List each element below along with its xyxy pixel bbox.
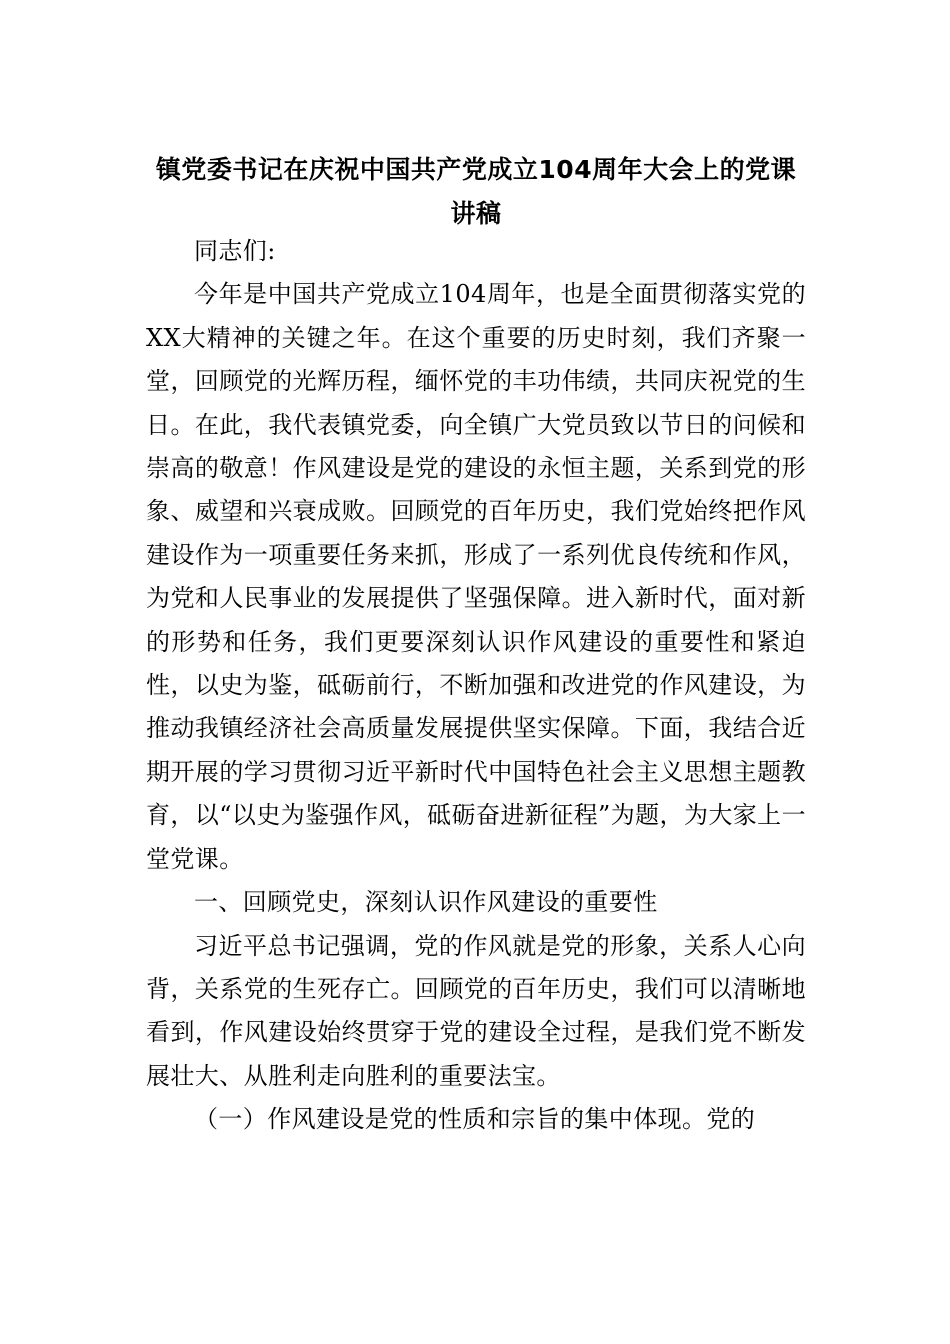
section-heading-1: 一、回顾党史，深刻认识作风建设的重要性 [194,888,658,917]
document-title: 镇党委书记在庆祝中国共产党成立104周年大会上的党课讲稿 [155,155,797,228]
subsection-heading-1: （一）作风建设是党的性质和宗旨的集中体现。党的 [194,1105,756,1134]
document-body [146,230,806,1142]
paragraph-section-1: 习近平总书记强调，党的作风就是党的形象，关系人心向背，关系党的生死存亡。回顾党的百年历史，我们可以清晰地看到，作风建设始终贯穿于党的建设全过程，是我们党不断发展壮大、从胜利走向胜利的重要法宝。 [146,931,806,1090]
paragraph-intro: 今年是中国共产党成立104周年，也是全面贯彻落实党的XX大精神的关键之年。在这个重要的历史时刻，我们齐聚一堂，回顾党的光辉历程，缅怀党的丰功伟绩，共同庆祝党的生日。在此，我代表镇党委，向全镇广大党员致以节日的问候和崇高的敬意！作风建设是党的建设的永恒主题，关系到党的形象、威望和兴衰成败。回顾党的百年历史，我们党始终把作风建设作为一项重要任务来抓，形成了一系列优良传统和作风，为党和人民事业的发展提供了坚强保障。进入新时代，面对新的形势和任务，我们更要深刻认识作风建设的重要性和紧迫性，以史为鉴，砥砺前行，不断加强和改进党的作风建设，为推动我镇经济社会高质量发展提供坚实保障。下面，我结合近期开展的学习贯彻习近平新时代中国特色社会主义思想主题教育，以“以史为鉴强作风，砥砺奋进新征程”为题，为大家上一堂党课。 [146,280,806,873]
salutation: 同志们: [194,237,276,265]
